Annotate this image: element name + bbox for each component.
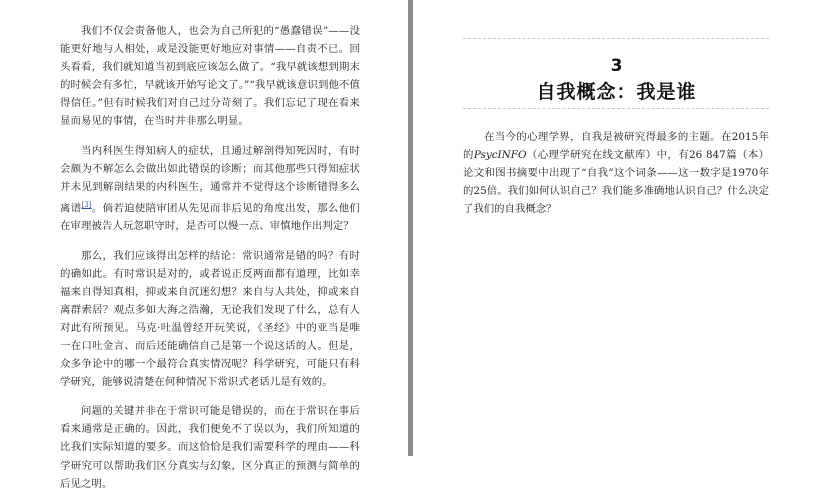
intro-text-end: （心理学研究在线文献库）中，有26 847篇（本）论文和图书摘要中出现了“自我”这个词条——这一数字是1970年的25倍。我们如何认识自己？我们能多准确地认识自己？什么决定了我们的自我概念？ xyxy=(463,149,770,216)
paragraph-2-tail: 。倘若迫使陪审团从先见而非后见的角度出发，那么他们在审理被告人玩忽职守时，是否可以慢一点、审慎地作出判定？ xyxy=(60,202,360,233)
left-page-body xyxy=(60,22,360,504)
right-page xyxy=(413,0,820,456)
paragraph-2-text: 当内科医生得知病人的症状，且通过解剖得知死因时，有时会颇为不解怎么会做出如此错误的诊断；而其他那些只得知症状并未见到解剖结果的内科医生，通常并不觉得这个诊断错得多么离谱 xyxy=(60,144,360,215)
intro-database-name: PsycINFO xyxy=(473,149,527,162)
chapter-title: 自我概念：我是谁 xyxy=(536,81,697,103)
bottom-dashed-rule xyxy=(463,108,769,109)
paragraph-2 xyxy=(60,142,360,236)
paragraph-1: 我们不仅会责备他人，也会为自己所犯的“愚蠢错误”——没能更好地与人相处，或是没能更好地应对事情——自责不已。回头看看，我们就知道当初到底应该怎么做了。“我早就该想到期末的时候会有多忙，早就该开始写论文了。”“我早就该意识到他不值得信任。”但有时候我们对自己过分苛刻了。我们忘记了现在看来显而易见的事情，在当时并非那么明显。 xyxy=(60,25,360,128)
paragraph-4: 问题的关键并非在于常识可能是错误的，而在于常识在事后看来通常是正确的。因此，我们便免不了误以为，我们所知道的比我们实际知道的要多。而这恰恰是我们需要科学的理由——科学研究可以帮助我们区分真实与幻象，区分真正的预测与简单的后见之明。 xyxy=(60,405,360,490)
top-dashed-rule xyxy=(463,38,769,39)
intro-text-start: 在当今的心理学界，自我是被研究得最多的主题。在2015年的 xyxy=(463,131,769,162)
left-page xyxy=(0,0,408,490)
intro-paragraph xyxy=(463,128,769,218)
footnote-link[interactable]: [3] xyxy=(81,200,92,209)
chapter-intro xyxy=(463,128,769,218)
paragraph-3: 那么，我们应该得出怎样的结论：常识通常是错的吗？有时的确如此。有时常识是对的，或者说正反两面都有道理，比如幸福来自得知真相，抑或来自沉迷幻想？来自与人共处，抑或来自离群索居？观点多如大海之浩瀚，无论我们发现了什么，总有人对此有所预见。马克·吐温曾经开玩笑说，《圣经》中的亚当是唯一在口吐金言、而后还能确信自己是第一个说这话的人。但是，众多争论中的哪一个最符合真实情况呢？科学研究，可能只有科学研究，能够说清楚在何种情况下常识式老话儿是有效的。 xyxy=(60,249,360,389)
chapter-number: 3 xyxy=(610,56,623,76)
